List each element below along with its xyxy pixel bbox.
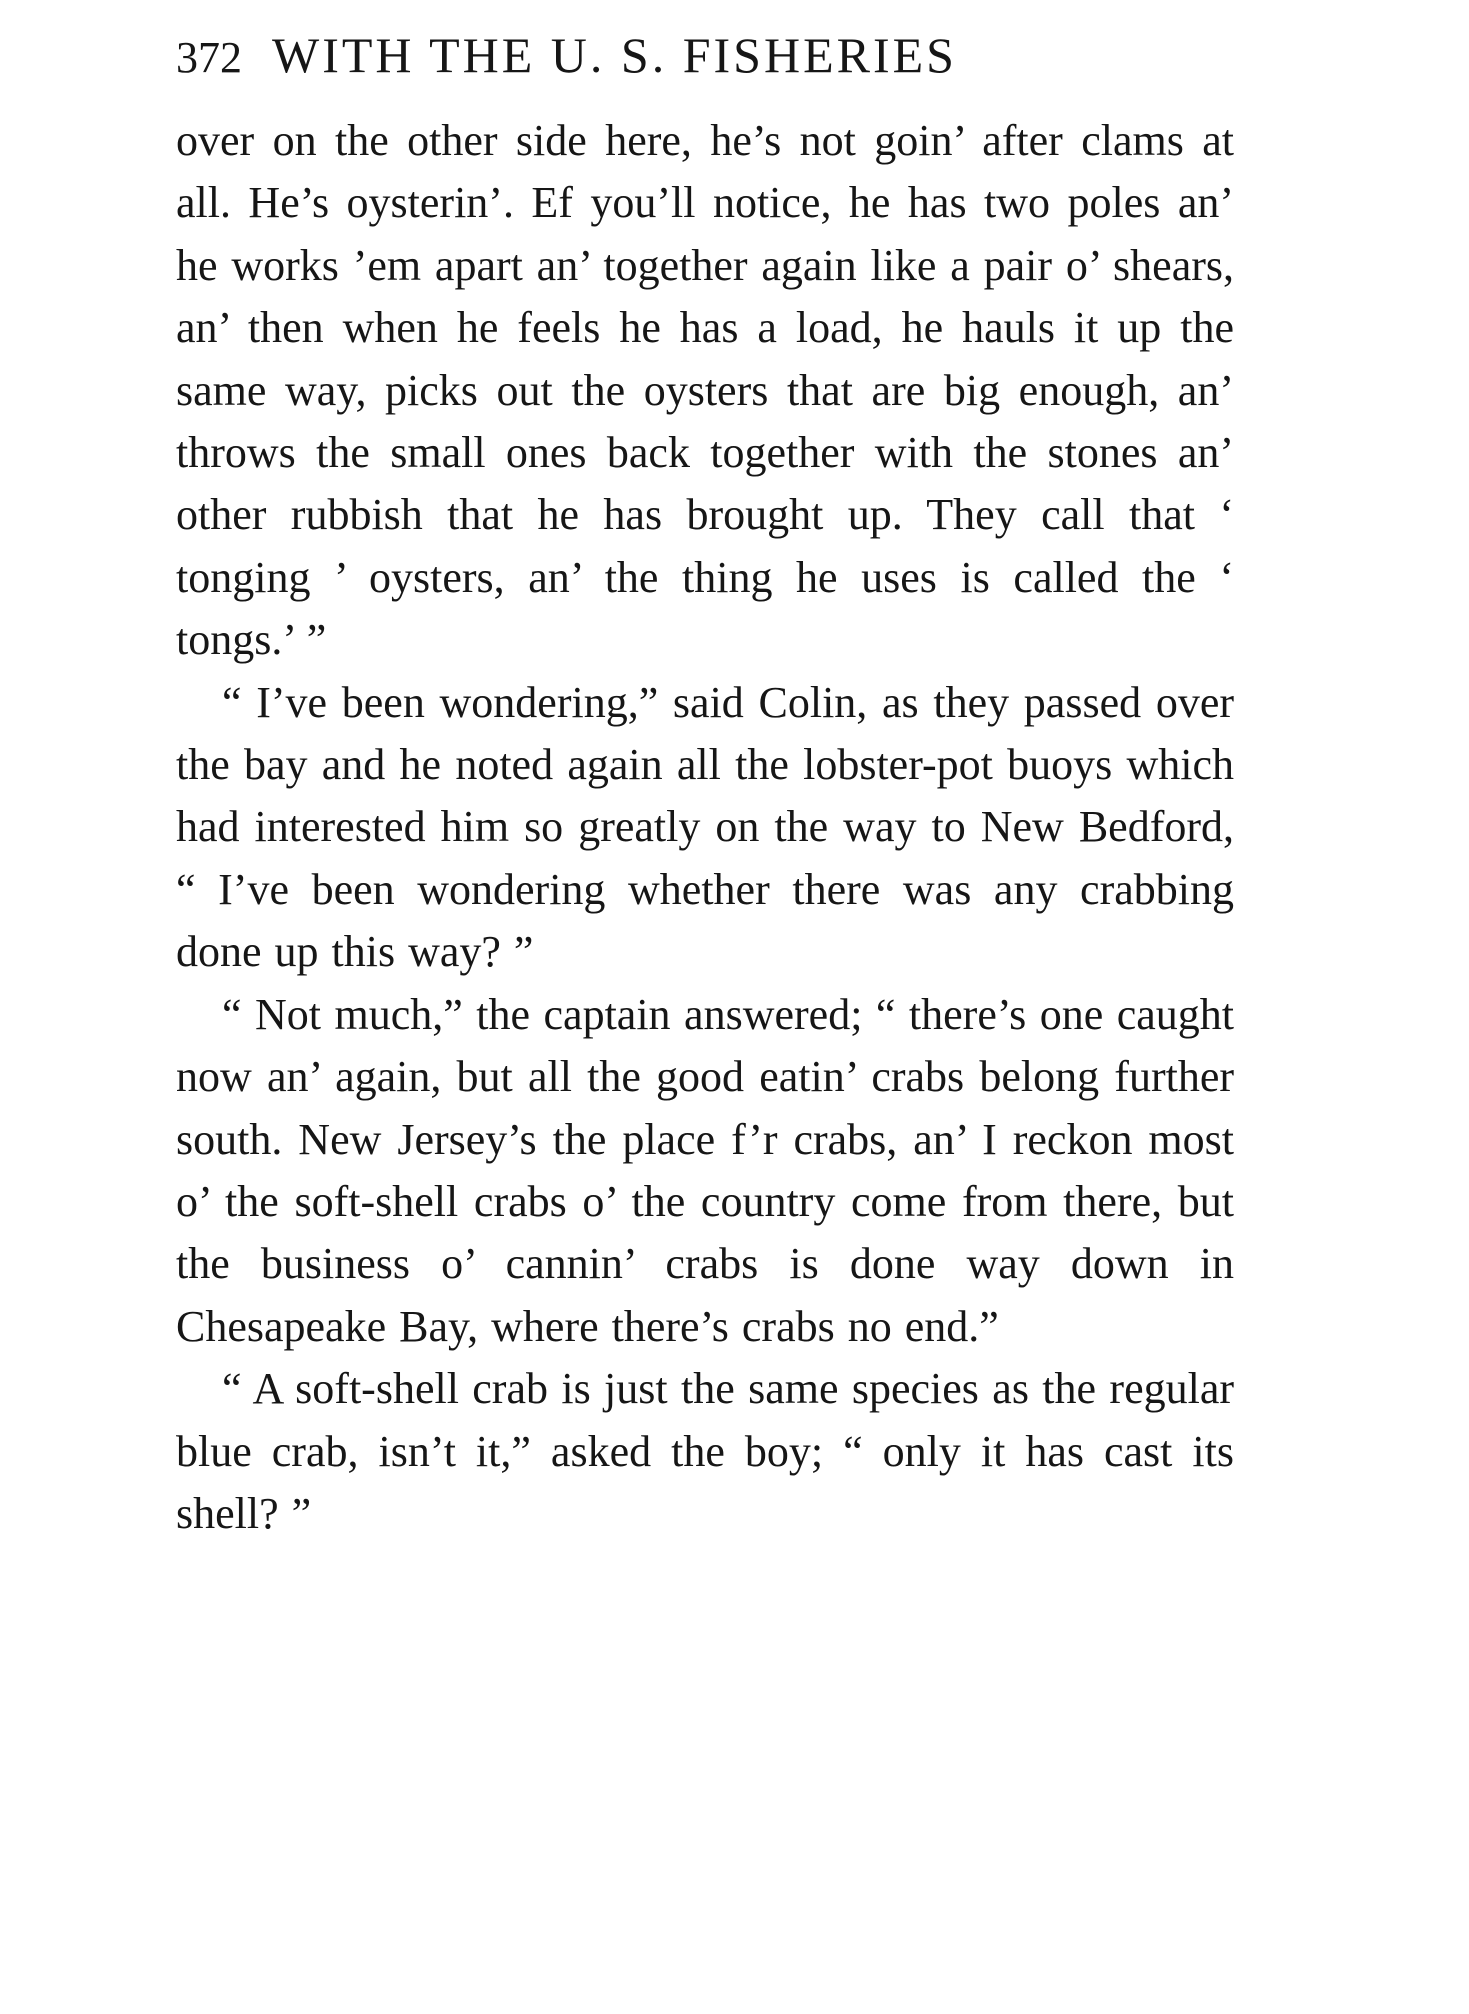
running-head	[176, 20, 1234, 90]
book-page	[176, 20, 1234, 1545]
running-head-title: WITH THE U. S. FISHERIES	[272, 27, 957, 83]
paragraph-3: “ Not much,” the captain answered; “ there’s one caught now an’ again, but all the good eatin’ crabs belong further south. New Jersey’s the place f’r crabs, an’ I reckon most o’ the soft-shell crabs o’ the country come from there, but the business o’ cannin’ crabs is done way down in Chesapeake Bay, where there’s crabs no end.”	[176, 989, 1234, 1351]
paragraph-4: “ A soft-shell crab is just the same species as the regular blue crab, isn’t it,” asked the boy; “ only it has cast its shell? ”	[176, 1364, 1234, 1538]
body-text	[176, 110, 1234, 1545]
page-number: 372	[176, 33, 242, 82]
paragraph-2: “ I’ve been wondering,” said Colin, as they passed over the bay and he noted again all the lobster-pot buoys which had interested him so greatly on the way to New Bedford, “ I’ve been wondering whether there was any crabbing done up this way? ”	[176, 677, 1234, 977]
paragraph-1: over on the other side here, he’s not goin’ after clams at all. He’s oysterin’. Ef you’ll notice, he has two poles an’ he works ’em apart an’ together again like a pair o’ shears, an’ then when he feels he has a load, he hauls it up the same way, picks out the oysters that are big enough, an’ throws the small ones back together with the stones an’ other rubbish that he has brought up. They call that ‘ tonging ’ oysters, an’ the thing he uses is called the ‘ tongs.’ ”	[176, 116, 1234, 665]
